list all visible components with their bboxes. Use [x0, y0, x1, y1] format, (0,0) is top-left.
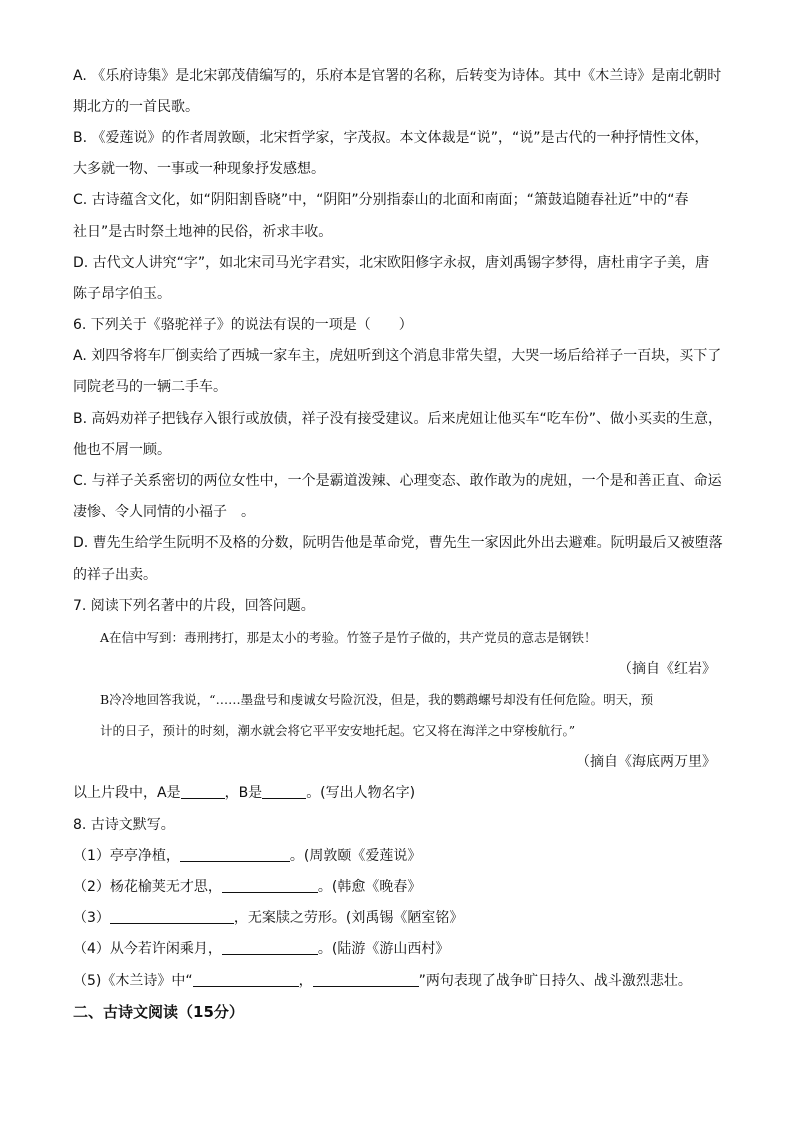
option-d-line-2: 陈子昂字伯玉。 — [73, 286, 171, 302]
q8-item-1-suffix: 。(周敦颐《爱莲说》 — [289, 848, 422, 864]
option-c-line-2: 社日”是古时祭土地神的民俗，祈求丰收。 — [73, 224, 333, 240]
q8-item-2-suffix: 。(韩愈《晚春》 — [317, 879, 422, 895]
q8-item-4-prefix: （4）从今若许闲乘月， — [73, 941, 222, 957]
option-b-line-2: 大多就一物、一事或一种现象抒发感想。 — [73, 161, 325, 177]
q8-item-4 — [73, 939, 723, 959]
fill-blank-5a[interactable] — [193, 972, 299, 987]
answer-blank-b[interactable] — [262, 784, 306, 799]
q8-item-5-mid: ， — [298, 973, 313, 989]
q6-option-b-line-2: 他也不屑一顾。 — [73, 442, 171, 458]
question-8-stem: 8. 古诗文默写。 — [73, 817, 175, 833]
question-6-stem: 6. 下列关于《骆驼祥子》的说法有误的一项是（ ） — [73, 317, 413, 333]
q6-option-a-line-1: A. 刘四爷将车厂倒卖给了西城一家车主，虎妞听到这个消息非常失望，大哭一场后给祥子一百块，买下了 — [73, 348, 722, 364]
option-a-line-2: 期北方的一首民歌。 — [73, 99, 199, 115]
q6-option-c-line-2: 凄惨、令人同情的小福子 。 — [73, 504, 255, 520]
q8-item-3 — [73, 908, 723, 928]
question-7-stem: 7. 阅读下列名著中的片段，回答问题。 — [73, 598, 315, 614]
q6-option-a-line-2: 同院老马的一辆二手车。 — [73, 379, 227, 395]
q7-answer-prefix: 以上片段中，A是 — [73, 785, 181, 801]
excerpt-b-line-2: 计的日子，预计的时刻，潮水就会将它平平安安地托起。它又将在海洋之中穿梭航行。” — [100, 723, 576, 738]
option-d-line-1: D. 古代文人讲究“字”，如北宋司马光字君实，北宋欧阳修字永叔，唐刘禹锡字梦得，唐杜甫字子美，唐 — [73, 255, 710, 271]
q6-option-d-line-1: D. 曹先生给学生阮明不及格的分数，阮明告他是革命党，曹先生一家因此外出去避难。阮明最后又被堕落 — [73, 535, 723, 551]
option-a-line-1: A. 《乐府诗集》是北宋郭茂倩编写的，乐府本是官署的名称，后转变为诗体。其中《木兰诗》是南北朝时 — [73, 68, 722, 84]
excerpt-a: A在信中写到：毒刑拷打，那是太小的考验。竹签子是竹子做的，共产党员的意志是钢铁！ — [100, 630, 597, 645]
q6-option-b-line-1: B. 高妈劝祥子把钱存入银行或放债，祥子没有接受建议。后来虎妞让他买车“吃车份”、做小买卖的生意， — [73, 411, 723, 427]
q8-item-5-suffix: ”两句表现了战争旷日持久、战斗激烈悲壮。 — [418, 973, 692, 989]
section-2-heading: 二、古诗文阅读（15分） — [73, 1003, 244, 1021]
q8-item-5 — [73, 971, 723, 991]
q8-item-2 — [73, 877, 723, 897]
q8-item-3-prefix: （3） — [73, 910, 110, 926]
answer-blank-a[interactable] — [181, 784, 225, 799]
q8-item-1-prefix: （1）亭亭净植， — [73, 848, 180, 864]
excerpt-b-source: （摘自《海底两万里》 — [576, 754, 716, 770]
question-7-answer-line — [73, 783, 723, 803]
excerpt-a-source: （摘自《红岩》 — [618, 661, 716, 677]
excerpt-b-line-1: B冷冷地回答我说，“……墨盘号和虔诚女号险沉没，但是，我的鹦鹉螺号却没有任何危险。明天，预 — [100, 692, 654, 707]
fill-blank-1[interactable] — [180, 847, 290, 862]
fill-blank-4[interactable] — [222, 940, 318, 955]
q8-item-1 — [73, 846, 723, 866]
q8-item-5-prefix: （5)《木兰诗》中“ — [73, 973, 193, 989]
q6-option-c-line-1: C. 与祥子关系密切的两位女性中，一个是霸道泼辣、心理变态、敢作敢为的虎妞，一个是和善正直、命运 — [73, 473, 722, 489]
option-b-line-1: B. 《爱莲说》的作者周敦颐，北宋哲学家，字茂叔。本文体裁是“说”，“说”是古代的一种抒情性文体， — [73, 130, 709, 146]
option-c-line-1: C. 古诗蕴含文化，如“阴阳割昏晓”中，“阴阳”分别指泰山的北面和南面；“箫鼓追随春社近”中的“春 — [73, 192, 689, 208]
q8-item-2-prefix: （2）杨花榆荚无才思， — [73, 879, 222, 895]
q7-answer-mid: ，B是 — [224, 785, 263, 801]
q7-answer-suffix: 。(写出人物名字) — [306, 785, 416, 801]
q8-item-4-suffix: 。(陆游《游山西村》 — [317, 941, 450, 957]
q8-item-3-suffix: ，无案牍之劳形。(刘禹锡《陋室铭》 — [233, 910, 464, 926]
q6-option-d-line-2: 的祥子出卖。 — [73, 567, 157, 583]
fill-blank-2[interactable] — [222, 878, 318, 893]
fill-blank-3[interactable] — [110, 909, 234, 924]
fill-blank-5b[interactable] — [313, 972, 419, 987]
